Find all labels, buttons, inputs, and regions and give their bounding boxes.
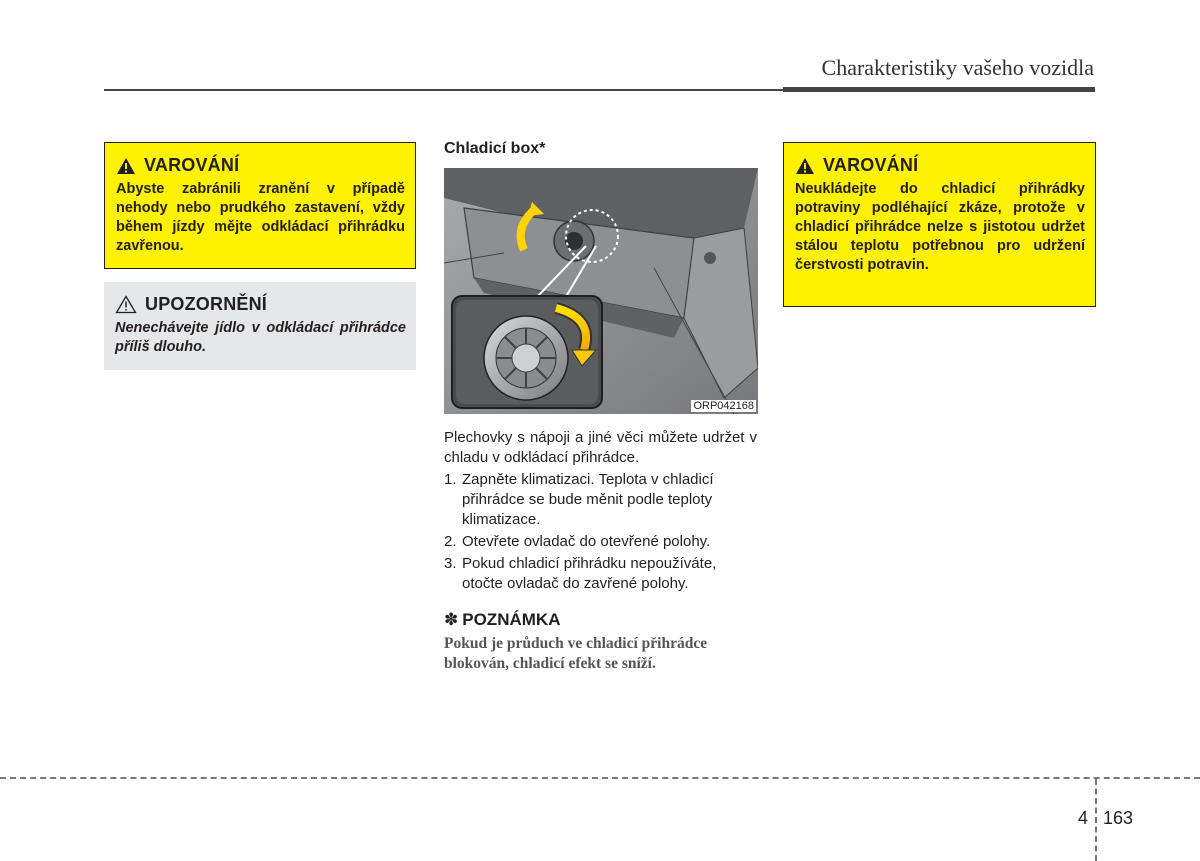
warning-title [116, 155, 405, 176]
note-title [444, 610, 560, 630]
body-text [444, 428, 757, 596]
caution-title [115, 294, 406, 315]
note-text: Pokud je průduch ve chladicí přihrádce blokován, chladicí efekt se sníží. [444, 635, 708, 672]
header-title: Charakteristiky vašeho vozidla [821, 55, 1094, 80]
caution-triangle-icon [115, 295, 137, 314]
warning-title-text: VAROVÁNÍ [144, 155, 240, 175]
figure-code: ORP042168 [693, 400, 754, 412]
intro-paragraph: Plechovky s nápoji a jiné věci můžete udržet v chladu v odkládací přihrádce. [444, 429, 757, 466]
caution-text: Nenechávejte jídlo v odkládací přihrádce příliš dlouho. [115, 320, 406, 355]
footer-vertical-divider [1095, 779, 1097, 861]
section-title: Chladicí box* [444, 140, 546, 157]
warning-title [795, 155, 1085, 176]
list-item [444, 532, 757, 552]
warning-triangle-icon [116, 157, 136, 175]
note-asterisk-icon: ✽ [444, 610, 459, 629]
step-text: Pokud chladicí přihrádku nepoužíváte, otočte ovladač do zavřené polohy. [462, 555, 717, 592]
note-title-text: POZNÁMKA [462, 610, 561, 629]
header-rule-accent [783, 87, 1095, 92]
warning-text: Neukládejte do chladicí přihrádky potraviny podléhající zkáze, protože v chladicí přihrádce nelze s jistotou udržet stálou teplotu potřebnou pro udržení čerstvosti potravin. [795, 181, 1085, 273]
list-item [444, 470, 757, 530]
page-number: 163 [1103, 808, 1134, 828]
step-text: Zapněte klimatizaci. Teplota v chladicí přihrádce se bude měnit podle teploty klimatizace. [462, 471, 714, 528]
step-text: Otevřete ovladač do otevřené polohy. [462, 533, 711, 550]
step-number: 1. [444, 471, 457, 488]
caution-box [104, 282, 416, 370]
step-number: 2. [444, 533, 457, 550]
steps-list [444, 470, 757, 594]
warning-text: Abyste zabránili zranění v případě nehody nebo prudkého zastavení, vždy během jízdy mějte odkládací přihrádku zavřenou. [116, 181, 405, 254]
warning-box-right [783, 142, 1096, 307]
warning-title-text: VAROVÁNÍ [823, 155, 919, 175]
footer-divider [0, 777, 1200, 779]
list-item [444, 554, 757, 594]
chapter-number: 4 [1078, 808, 1089, 828]
caution-title-text: UPOZORNĚNÍ [145, 294, 268, 314]
glove-box-drawing [444, 168, 758, 414]
warning-triangle-icon [795, 157, 815, 175]
warning-box-left [104, 142, 416, 269]
step-number: 3. [444, 555, 457, 572]
cooling-box-illustration [444, 168, 758, 414]
